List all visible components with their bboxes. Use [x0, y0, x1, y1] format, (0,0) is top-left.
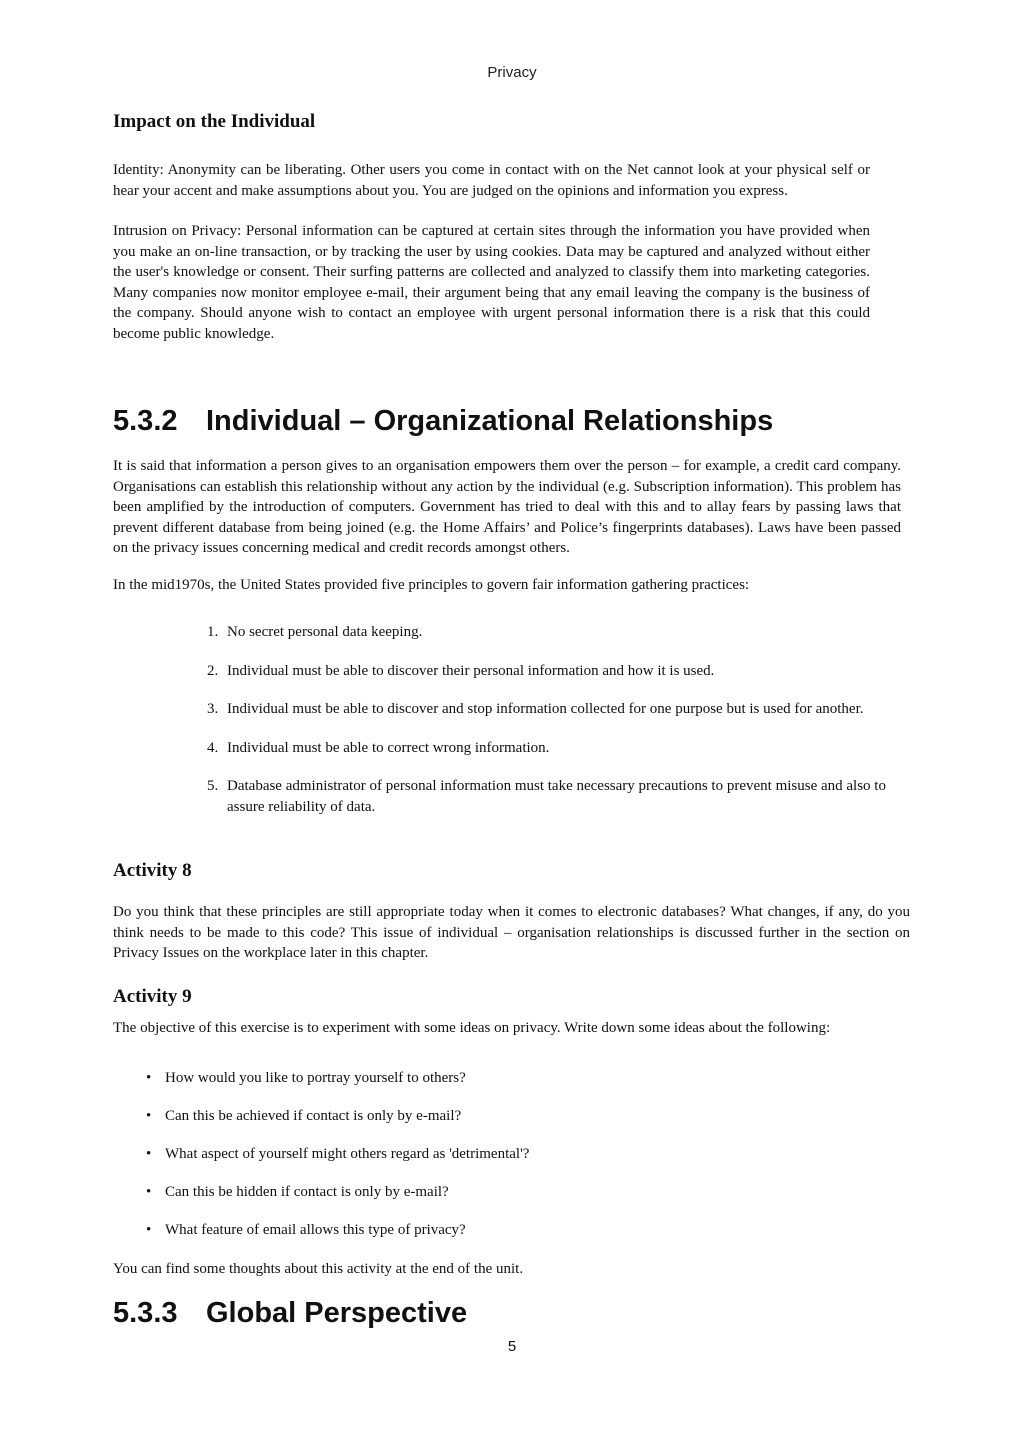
list-item: • Can this be achieved if contact is only by e-mail?	[146, 1108, 462, 1124]
section-533-number: 5.3.3	[113, 1297, 178, 1329]
activity-9-intro: The objective of this exercise is to experiment with some ideas on privacy. Write down some ideas about the following:	[113, 1020, 831, 1036]
list-item: • How would you like to portray yourself to others?	[146, 1070, 466, 1086]
list-item: 2. Individual must be able to discover their personal information and how it is used.	[207, 662, 715, 679]
section-532-title: Individual – Organizational Relationships	[206, 405, 774, 437]
impact-heading: Impact on the Individual	[113, 111, 316, 132]
activity-8-heading: Activity 8	[113, 860, 192, 881]
section-532-paragraph-1: It is said that information a person gives to an organisation empowers them over the person – for example, a credit card company. Organisations can establish this relationship without any action by the individual (e.g. Subscription information). This problem has been amplified by the introduction of computers. Government has tried to deal with this and to allay fears by passing laws that prevent different database from being joined (e.g. the Home Affairs’ and Police’s fingerprints databases). Laws have been passed on the privacy issues concerning medical and credit records amongst others.	[113, 458, 901, 556]
section-532-body	[113, 456, 901, 595]
list-item: 5. Database administrator of personal information must take necessary precautions to prevent misuse and also to assure reliability of data.	[207, 778, 886, 815]
activity-9-heading: Activity 9	[113, 986, 192, 1007]
activity-9-closing: You can find some thoughts about this activity at the end of the unit.	[113, 1261, 524, 1277]
page-number: 5	[507, 1338, 517, 1355]
running-header: Privacy	[487, 64, 537, 81]
identity-paragraph: Identity: Anonymity can be liberating. Other users you come in contact with on the Net cannot look at your physical self or hear your accent and make assumptions about you. You are judged on the opinions and information you express.	[113, 162, 870, 199]
principles-list	[207, 622, 902, 835]
list-item: 1. No secret personal data keeping.	[207, 624, 423, 640]
section-532-number: 5.3.2	[113, 405, 178, 437]
list-item: 4. Individual must be able to correct wrong information.	[207, 739, 550, 756]
intrusion-paragraph: Intrusion on Privacy: Personal information can be captured at certain sites through the information you have provided when you make an on-line transaction, or by tracking the user by using cookies. Data may be captured and analyzed without either the user's knowledge or consent. Their surfing patterns are collected and analyzed to classify them into marketing categories. Many companies now monitor employee e-mail, their argument being that any email leaving the company is the business of the company. Should anyone wish to contact an employee with urgent personal information there is a risk that this could become public knowledge.	[113, 223, 870, 342]
activity-9	[113, 984, 910, 1039]
ideas-list	[146, 1068, 846, 1258]
list-item: • What aspect of yourself might others regard as 'detrimental'?	[146, 1146, 530, 1162]
list-item: • What feature of email allows this type of privacy?	[146, 1222, 466, 1238]
list-item: • Can this be hidden if contact is only by e-mail?	[146, 1184, 449, 1200]
activity-8-text: Do you think that these principles are still appropriate today when it comes to electronic databases? What changes, if any, do you think needs to be made to this code? This issue of individual – organisation relationships is discussed further in the section on Privacy Issues on the workplace later in this chapter.	[113, 904, 910, 961]
impact-block	[113, 109, 870, 344]
section-533-title: Global Perspective	[206, 1297, 468, 1329]
list-item: 3. Individual must be able to discover and stop information collected for one purpose but is used for another.	[207, 701, 864, 717]
section-533-heading	[113, 1295, 467, 1331]
section-532-paragraph-2: In the mid1970s, the United States provided five principles to govern fair information gathering practices:	[113, 576, 750, 593]
activity-8	[113, 858, 910, 964]
section-532-heading	[113, 403, 773, 439]
